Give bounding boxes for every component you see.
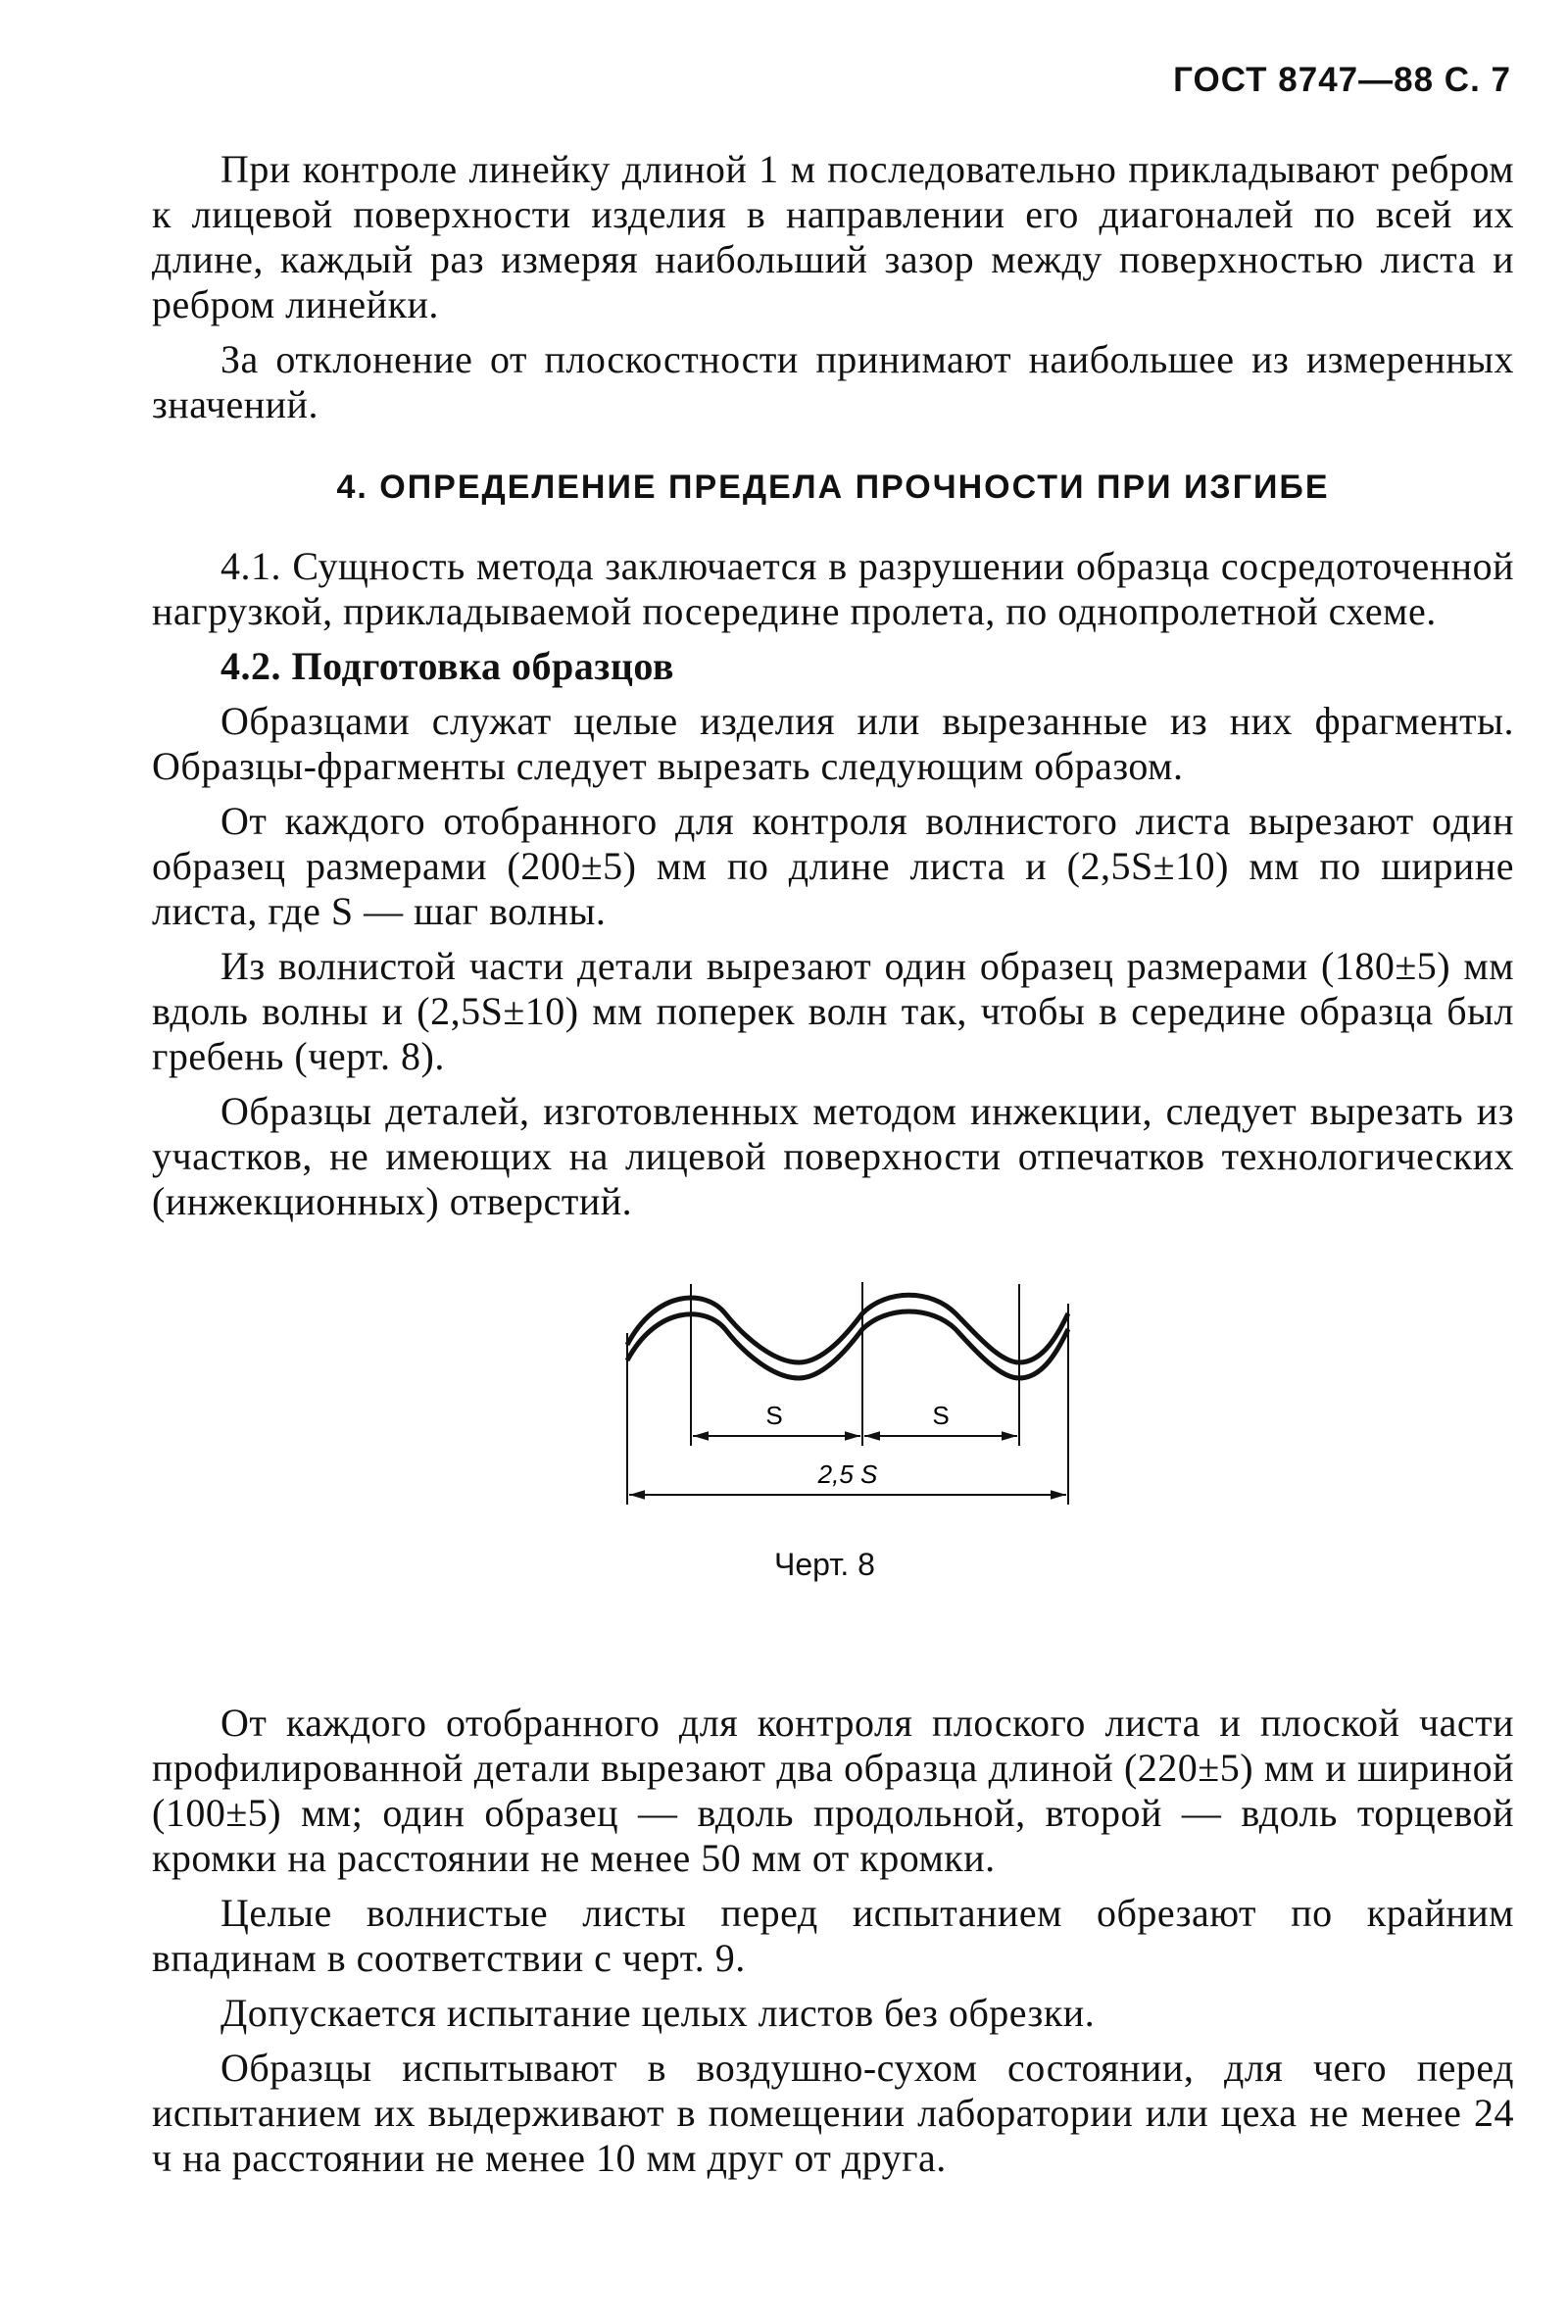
wave-diagram-svg xyxy=(598,1274,1078,1568)
paragraph: При контроле линейку длиной 1 м последовательно прикладывают ребром к лицевой поверхности изделия в направлении его диагоналей по всей их длине, каждый раз измеряя наибольший зазор между поверхностью листа и ребром линейки. xyxy=(152,147,1514,326)
subheading-4-2: 4.2. Подготовка образцов xyxy=(220,644,674,688)
paragraph: Образцами служат целые изделия или вырезанные из них фрагменты. Образцы-фрагменты следует вырезать следующим образом. xyxy=(152,699,1514,788)
paragraph: От каждого отобранного для контроля плоского листа и плоской части профилированной детали вырезают два образца длиной (220±5) мм и шириной (100±5) мм; один образец — вдоль продольной, второй — вдоль торцевой кромки на расстоянии не менее 50 мм от кромки. xyxy=(152,1701,1514,1880)
dimension-label-total: 2,5 S xyxy=(817,1459,878,1489)
page-header: ГОСТ 8747—88 С. 7 xyxy=(1173,61,1511,99)
paragraph: Допускается испытание целых листов без обрезки. xyxy=(220,1991,1096,2035)
intro-block xyxy=(152,147,1514,437)
section-4-block xyxy=(152,544,1514,1234)
section-title: 4. ОПРЕДЕЛЕНИЕ ПРЕДЕЛА ПРОЧНОСТИ ПРИ ИЗГИБЕ xyxy=(336,469,1330,506)
after-figure-block xyxy=(152,1701,1514,2191)
paragraph: Образцы испытывают в воздушно-сухом состоянии, для чего перед испытанием их выдерживают в помещении лаборатории или цеха не менее 24 ч на расстоянии не менее 10 мм друг от друга. xyxy=(152,2046,1514,2180)
dimension-label-s: S xyxy=(765,1401,783,1430)
dimension-label-s: S xyxy=(932,1401,950,1430)
wave-profile-inner xyxy=(627,1311,1068,1378)
figure-caption: Черт. 8 xyxy=(774,1547,875,1582)
wave-profile-outer xyxy=(627,1295,1068,1362)
paragraph: Целые волнистые листы перед испытанием обрезают по крайним впадинам в соответствии с черт. 9. xyxy=(152,1891,1514,1980)
figure-8-wave-diagram xyxy=(598,1274,1078,1568)
paragraph-4-1: 4.1. Сущность метода заключается в разрушении образца сосредоточенной нагрузкой, прикладываемой посередине пролета, по однопролетной схеме. xyxy=(152,544,1514,633)
paragraph: Из волнистой части детали вырезают один образец размерами (180±5) мм вдоль волны и (2,5S±10) мм поперек волн так, чтобы в середине образца был гребень (черт. 8). xyxy=(152,944,1514,1078)
paragraph: За отклонение от плоскостности принимают наибольшее из измеренных значений. xyxy=(152,337,1514,426)
paragraph: От каждого отобранного для контроля волнистого листа вырезают один образец размерами (200±5) мм по длине листа и (2,5S±10) мм по ширине листа, где S — шаг волны. xyxy=(152,799,1514,933)
paragraph: Образцы деталей, изготовленных методом инжекции, следует вырезать из участков, не имеющих на лицевой поверхности отпечатков технологических (инжекционных) отверстий. xyxy=(152,1089,1514,1223)
